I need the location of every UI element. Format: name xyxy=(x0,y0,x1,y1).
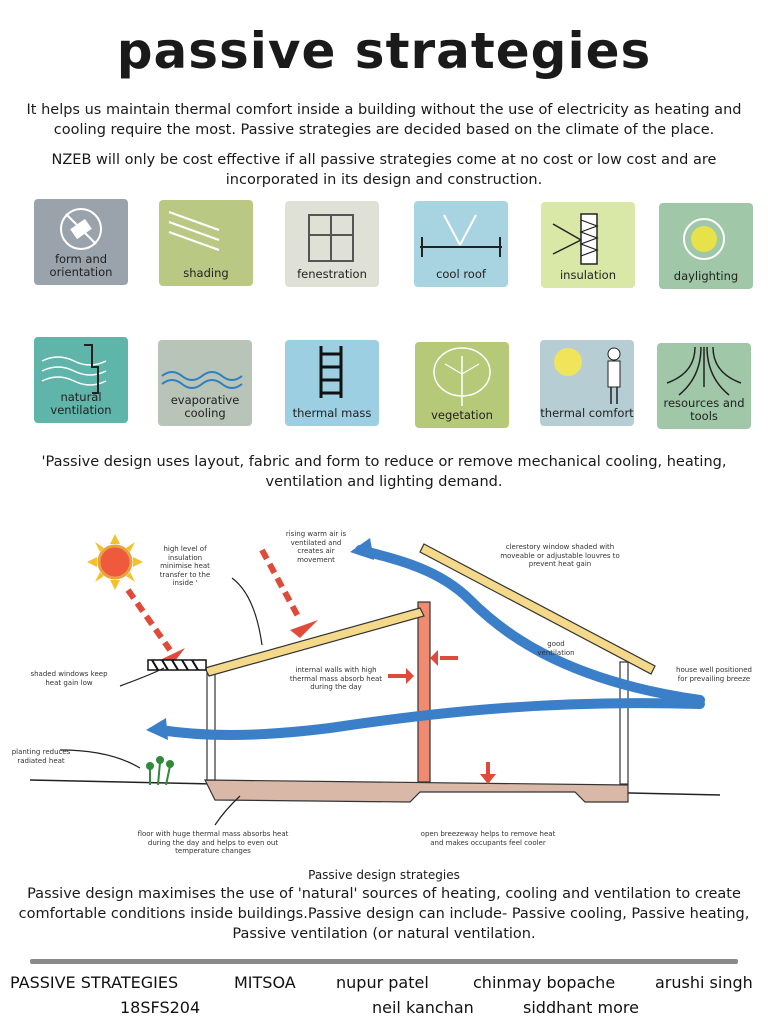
diagram-caption: Passive design strategies xyxy=(308,868,460,882)
label-clerestory: clerestory window shaded with moveable or adjustable louvres to prevent heat gain xyxy=(500,543,620,568)
passive-design-diagram xyxy=(0,500,768,870)
tile-thermal-mass xyxy=(285,340,379,426)
label-warm-air: rising warm air is ventilated and creates air movement xyxy=(285,530,347,564)
footer-school: MITSOA xyxy=(234,973,296,992)
intro-paragraph-2: NZEB will only be cost effective if all passive strategies come at no cost or low cost and are incorporated in its design and construction. xyxy=(51,152,717,188)
tile-vegetation xyxy=(415,342,509,428)
tile-cool-roof xyxy=(414,201,508,287)
tile-label: natural ventilation xyxy=(50,390,112,417)
tile-thermal-comfort xyxy=(540,340,634,426)
sun-icon xyxy=(87,534,143,590)
tile-label: cool roof xyxy=(436,267,486,281)
quote-paragraph: 'Passive design uses layout, fabric and form to reduce or remove mechanical cooling, heating, ventilation and lighting demand. xyxy=(41,454,727,490)
footer-name: siddhant more xyxy=(523,998,639,1017)
summary-paragraph: Passive design maximises the use of 'natural' sources of heating, cooling and ventilation to create comfortable conditions inside buildings.Passive design can include- Passive cooling, Passive heating, Passive ventilation (or natural ventilation. xyxy=(18,886,750,942)
tile-label: insulation xyxy=(559,268,617,282)
tile-label: form and orientation xyxy=(49,252,113,279)
footer-name: nupur patel xyxy=(336,973,429,992)
tile-label: vegetation xyxy=(431,408,493,422)
label-shaded-windows: shaded windows keep heat gain low xyxy=(30,670,108,687)
label-good-ventilation: good ventilation xyxy=(537,640,575,657)
label-insulation: high level of insulation minimise heat transfer to the inside ' xyxy=(159,545,211,587)
tile-form-orientation xyxy=(34,199,128,285)
label-breezeway: open breezeway helps to remove heat and makes occupants feel cooler xyxy=(420,830,556,847)
footer-heading: PASSIVE STRATEGIES xyxy=(10,973,179,992)
footer-name: arushi singh xyxy=(655,973,753,992)
tile-insulation xyxy=(541,202,635,288)
tile-evaporative-cooling xyxy=(158,340,252,426)
tile-shading xyxy=(159,200,253,286)
tile-label: resources and tools xyxy=(663,396,745,423)
tile-natural-ventilation xyxy=(34,337,128,423)
divider xyxy=(30,959,738,964)
tile-label: fenestration xyxy=(297,267,367,281)
label-internal-walls: internal walls with high thermal mass absorb heat during the day xyxy=(289,666,383,691)
tile-label: evaporative cooling xyxy=(170,393,240,420)
plant-icon xyxy=(146,756,174,785)
tile-label: thermal mass xyxy=(292,406,372,420)
tile-label: daylighting xyxy=(673,269,739,283)
footer-code: 18SFS204 xyxy=(120,998,201,1017)
tile-label: shading xyxy=(183,266,229,280)
footer-name: neil kanchan xyxy=(372,998,474,1017)
tile-label: thermal comfort xyxy=(540,406,634,420)
label-prevailing-breeze: house well positioned for prevailing breeze xyxy=(676,666,752,683)
label-floor-mass: floor with huge thermal mass absorbs heat during the day and helps to even out temperature changes xyxy=(137,830,289,855)
tile-daylighting xyxy=(659,203,753,289)
label-planting: planting reduces radiated heat xyxy=(11,748,71,765)
intro-paragraph-1: It helps us maintain thermal comfort inside a building without the use of electricity as heating and cooling require the most. Passive strategies are decided based on the climate of the place. xyxy=(26,102,742,138)
tile-resources-tools xyxy=(657,343,751,429)
page-title: passive strategies xyxy=(116,22,652,80)
tile-fenestration xyxy=(285,201,379,287)
footer-name: chinmay bopache xyxy=(473,973,616,992)
